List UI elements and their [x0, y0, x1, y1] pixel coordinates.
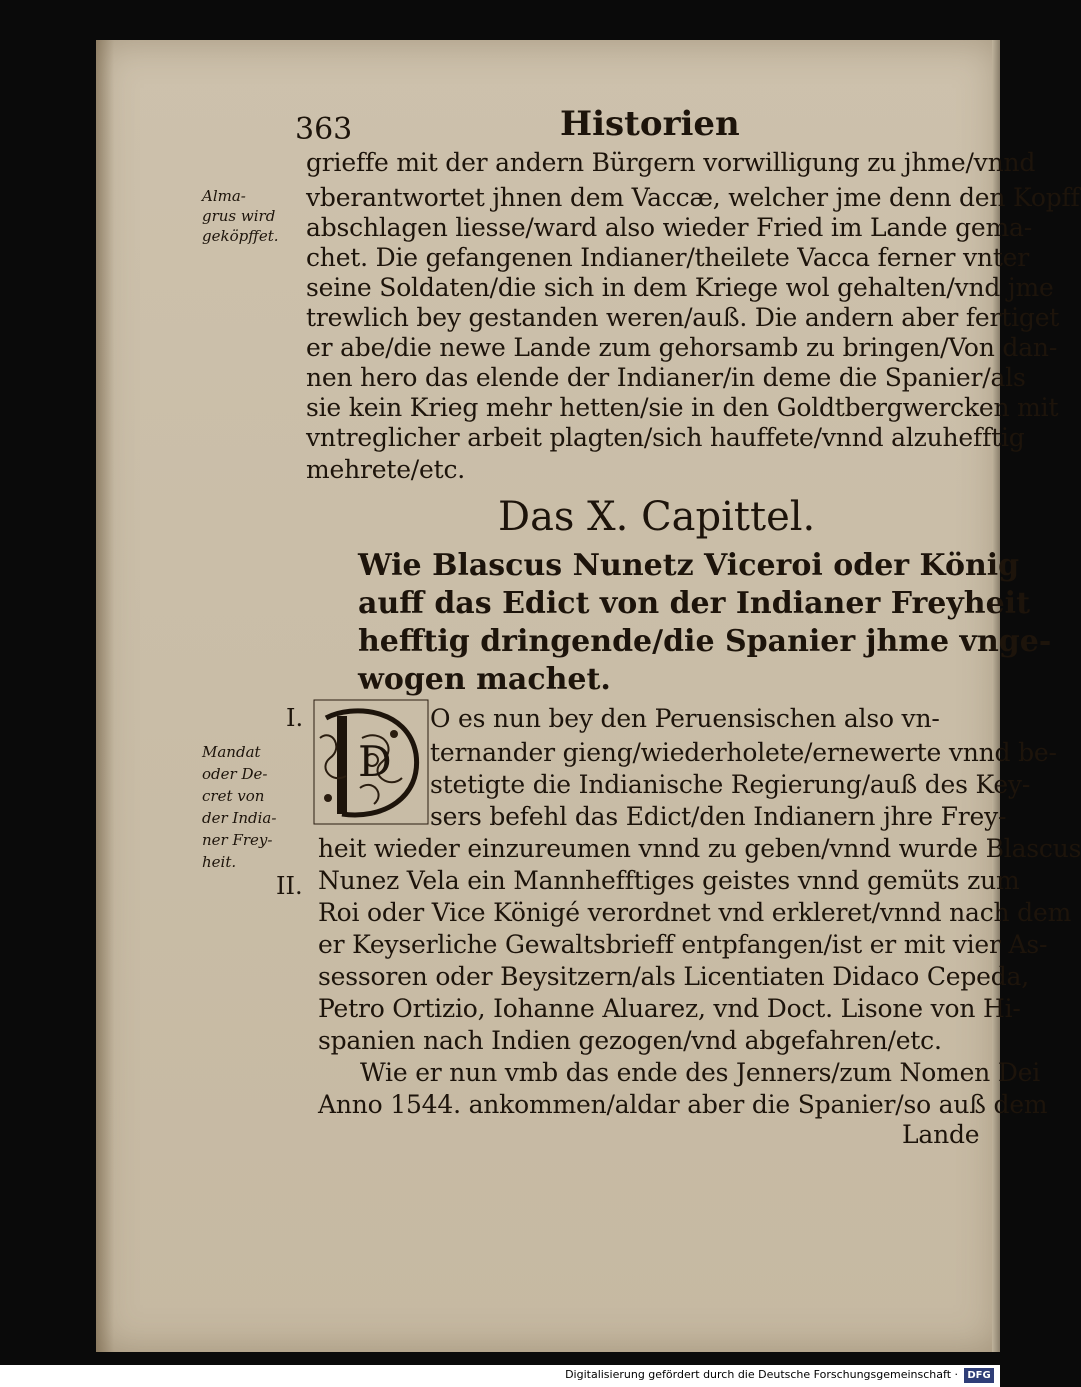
body-line: nen hero das elende der Indianer/in deme die Spanier/als — [306, 363, 1026, 392]
body-line: grieffe mit der andern Bürgern vorwilligung zu jhme/vnnd — [306, 148, 1036, 177]
running-head: Historien — [560, 104, 740, 144]
body-line: Petro Ortizio, Iohanne Aluarez, vnd Doct. Lisone von Hi- — [318, 994, 1021, 1023]
decorated-initial — [312, 698, 430, 826]
body-line: vberantwortet jhnen dem Vaccæ, welcher jme denn den Kopff — [306, 183, 1080, 212]
margin-note: cret von — [202, 787, 265, 805]
footer-credit: Digitalisierung gefördert durch die Deutsche Forschungsgemeinschaft · — [565, 1368, 958, 1381]
body-line: er Keyserliche Gewaltsbrieff entpfangen/ist er mit vier As- — [318, 930, 1048, 959]
chapter-title-line: wogen machet. — [358, 662, 611, 697]
section-marker: II. — [276, 872, 303, 900]
body-line: seine Soldaten/die sich in dem Kriege wol gehalten/vnd jme — [306, 273, 1054, 302]
margin-note: der India- — [202, 809, 277, 827]
section-marker: I. — [286, 704, 304, 732]
body-line: mehrete/etc. — [306, 455, 466, 484]
margin-note: grus wird — [202, 207, 276, 225]
body-line: sie kein Krieg mehr hetten/sie in den Goldtbergwercken mit — [306, 393, 1059, 422]
dfg-logo: DFG — [964, 1368, 994, 1383]
body-line: Anno 1544. ankommen/aldar aber die Spanier/so auß dem — [318, 1090, 1048, 1119]
body-line: chet. Die gefangenen Indianer/theilete Vacca ferner vnter — [306, 243, 1030, 272]
body-line: vntreglicher arbeit plagten/sich hauffete/vnnd alzuhefftig — [306, 423, 1025, 452]
margin-note: ner Frey- — [202, 831, 273, 849]
catchword: Lande — [902, 1120, 980, 1149]
initial-letter: D — [358, 737, 392, 786]
chapter-title-line: auff das Edict von der Indianer Freyheit — [358, 586, 1030, 621]
body-line: sers befehl das Edict/den Indianern jhre Frey- — [430, 802, 1007, 831]
body-line: trewlich bey gestanden weren/auß. Die andern aber fertiget — [306, 303, 1060, 332]
body-line: stetigte die Indianische Regierung/auß des Key- — [430, 770, 1031, 799]
body-line: sessoren oder Beysitzern/als Licentiaten Didaco Cepeda, — [318, 962, 1030, 991]
body-line: Roi oder Vice Königé verordnet vnd erkleret/vnnd nach dem — [318, 898, 1072, 927]
chapter-heading: Das X. Capittel. — [498, 494, 816, 540]
margin-note: Mandat — [202, 743, 261, 761]
body-line: Wie er nun vmb das ende des Jenners/zum Nomen Dei — [360, 1058, 1041, 1087]
chapter-title-line: hefftig dringende/die Spanier jhme vnge- — [358, 624, 1052, 659]
body-line: Nunez Vela ein Mannhefftiges geistes vnnd gemüts zum — [318, 866, 1020, 895]
margin-note: geköpffet. — [202, 227, 279, 245]
page-number: 363 — [295, 112, 353, 147]
body-line: ternander gieng/wiederholete/ernewerte vnnd be- — [430, 738, 1057, 767]
margin-note: Alma- — [202, 187, 246, 205]
body-line: spanien nach Indien gezogen/vnd abgefahren/etc. — [318, 1026, 942, 1055]
body-line: abschlagen liesse/ward also wieder Fried im Lande gema- — [306, 213, 1032, 242]
body-line: O es nun bey den Peruensischen also vn- — [430, 704, 940, 733]
body-line: er abe/die newe Lande zum gehorsamb zu bringen/Von dan- — [306, 333, 1058, 362]
chapter-title-line: Wie Blascus Nunetz Viceroi oder König — [358, 548, 1020, 583]
margin-note: oder De- — [202, 765, 268, 783]
body-line: heit wieder einzureumen vnnd zu geben/vnnd wurde Blascus — [318, 834, 1081, 863]
margin-note: heit. — [202, 853, 237, 871]
